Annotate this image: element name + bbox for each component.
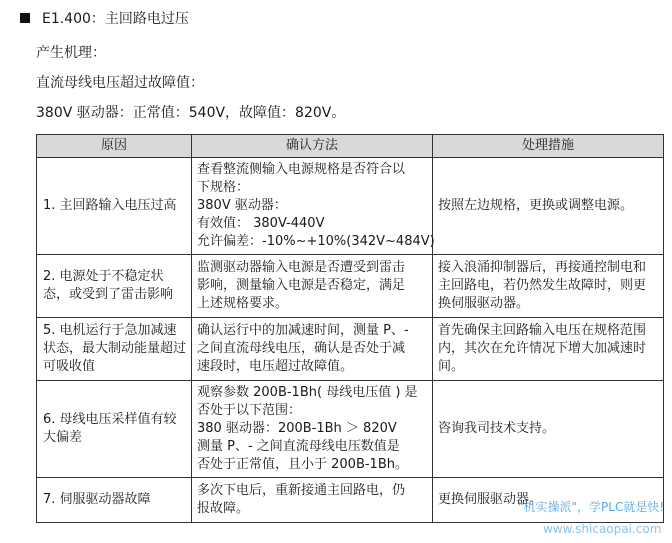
table-row xyxy=(37,318,664,381)
mechanism-label: 产生机理： xyxy=(36,45,106,61)
method-cell xyxy=(192,318,433,381)
cause-cell: 1. 主回路输入电压过高 xyxy=(37,158,192,255)
section-heading xyxy=(20,8,189,28)
method-line: 测量 P、- 之间直流母线电压数值是 xyxy=(197,439,400,454)
mechanism-line-2: 380V 驱动器：正常值：540V，故障值：820V。 xyxy=(36,105,346,121)
method-line: 之间直流母线电压，确认是否处于减 xyxy=(197,341,406,356)
action-cell: 更换伺服驱动器。 xyxy=(433,478,664,523)
cause-cell: 5. 电机运行于急加减速状态，最大制动能量超过可吸收值 xyxy=(37,318,192,381)
method-cell xyxy=(192,158,433,255)
heading-text: E1.400：主回路电过压 xyxy=(42,11,189,27)
method-line: 有效值： 380V-440V xyxy=(197,216,325,231)
method-line: 报故障。 xyxy=(197,501,250,516)
action-cell: 接入浪涌抑制器后，再接通控制电和主回路电，若仍然发生故障时，则更换伺服驱动器。 xyxy=(433,255,664,318)
method-line: 监测驱动器输入电源是否遭受到雷击 xyxy=(197,260,406,275)
watermark-url: www.shicaopai.com xyxy=(543,522,662,536)
method-cell xyxy=(192,478,433,523)
table-row xyxy=(37,255,664,318)
watermark-text: "机实操派"，学PLC就是快! xyxy=(518,500,665,514)
fault-table xyxy=(36,134,664,523)
method-line: 380V 驱动器： xyxy=(197,198,287,213)
method-line: 速段时，电压超过故障值。 xyxy=(197,359,354,374)
method-line: 下规格： xyxy=(197,180,250,195)
table-header-row xyxy=(37,135,664,158)
method-line: 多次下电后，重新接通主回路电，仍 xyxy=(197,483,406,498)
mechanism-line-1: 直流母线电压超过故障值： xyxy=(36,75,204,91)
square-bullet-icon xyxy=(20,13,30,23)
header-cause: 原因 xyxy=(37,135,192,158)
method-line: 确认运行中的加减速时间，测量 P、- xyxy=(197,323,409,338)
method-line: 影响，测量输入电源是否稳定，满足 xyxy=(197,278,406,293)
method-cell xyxy=(192,255,433,318)
method-cell xyxy=(192,381,433,478)
method-line: 观察参数 200B-1Bh( 母线电压值 ) 是 xyxy=(197,385,418,400)
method-line: 上述规格要求。 xyxy=(197,296,289,311)
table-row xyxy=(37,158,664,255)
method-line: 查看整流侧输入电源规格是否符合以 xyxy=(197,162,406,177)
cause-cell: 6. 母线电压采样值有较大偏差 xyxy=(37,381,192,478)
header-action: 处理措施 xyxy=(433,135,664,158)
action-cell: 按照左边规格，更换或调整电源。 xyxy=(433,158,664,255)
cause-cell: 7. 伺服驱动器故障 xyxy=(37,478,192,523)
header-method: 确认方法 xyxy=(192,135,433,158)
table-row xyxy=(37,381,664,478)
action-cell: 首先确保主回路输入电压在规格范围内，其次在允许情况下增大加减速时间。 xyxy=(433,318,664,381)
action-cell: 咨询我司技术支持。 xyxy=(433,381,664,478)
method-line: 允许偏差：-10%~+10%(342V~484V) xyxy=(197,234,435,249)
cause-cell: 2. 电源处于不稳定状态，或受到了雷击影响 xyxy=(37,255,192,318)
method-line: 380 驱动器：200B-1Bh ＞ 820V xyxy=(197,421,397,436)
method-line: 否处于以下范围： xyxy=(197,403,302,418)
method-line: 否处于正常值，且小于 200B-1Bh。 xyxy=(197,457,408,472)
